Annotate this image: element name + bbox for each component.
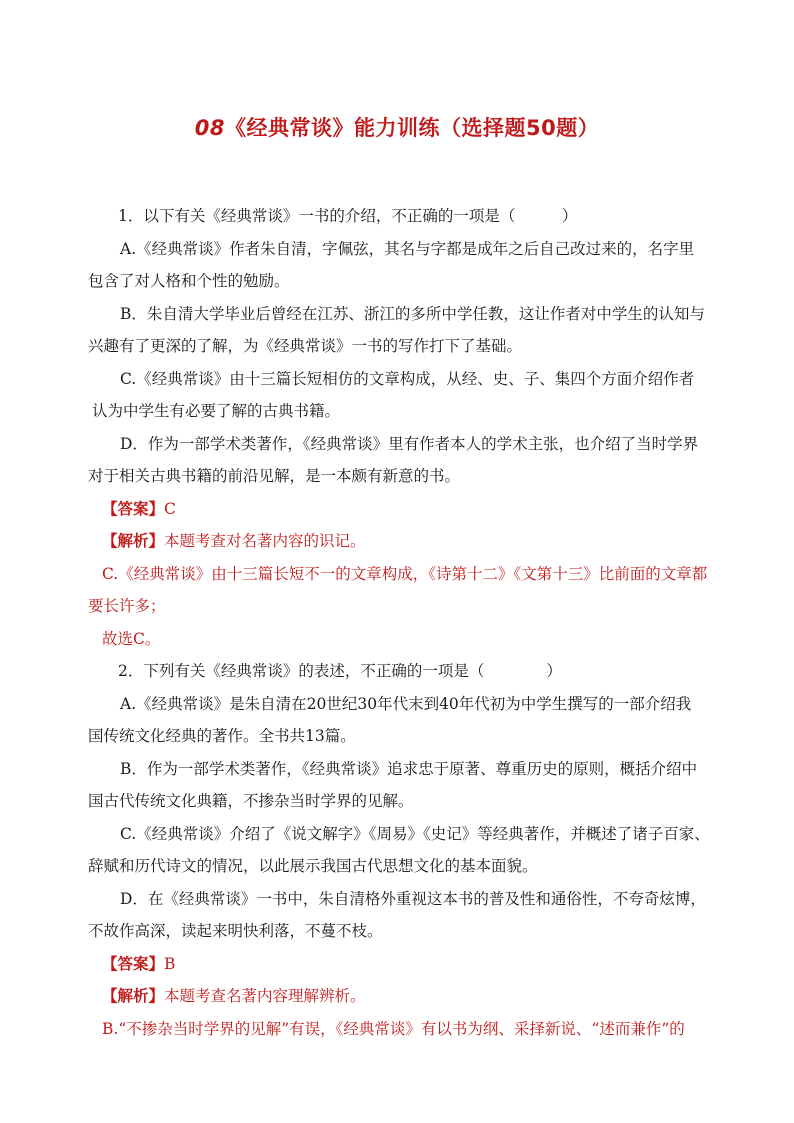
question-1-explanation-line2: 要长许多； <box>88 597 166 615</box>
analysis-text: 本题考查名著内容理解辨析。 <box>164 987 366 1005</box>
question-2-analysis <box>88 980 728 1013</box>
question-2-option-b-line1: B．作为一部学术类著作，《经典常谈》追求忠于原著、尊重历史的原则，概括介绍中 <box>120 759 698 778</box>
question-2-option-d-line1: D．在《经典常谈》一书中，朱自清格外重视这本书的普及性和通俗性，不夸奇炫博， <box>120 889 706 908</box>
question-1-explanation-line1: C.《经典常谈》由十三篇长短不一的文章构成，《诗第十二》《文第十三》比前面的文章都 <box>102 564 708 583</box>
question-2-option-a-line2: 国传统文化经典的著作。全书共13篇。 <box>88 727 356 745</box>
question-1-conclusion: 故选C。 <box>102 629 161 648</box>
question-1 <box>88 200 728 655</box>
question-1-option-c-line1: C.《经典常谈》由十三篇长短相仿的文章构成，从经、史、子、集四个方面介绍作者 <box>120 369 695 388</box>
analysis-tag: 【解析】 <box>102 987 165 1005</box>
question-1-option-c-line2: 认为中学生有必要了解的古典书籍。 <box>92 402 341 420</box>
question-1-answer <box>88 493 728 526</box>
question-1-option-d-line2: 对于相关古典书籍的前沿见解，是一本颇有新意的书。 <box>88 467 461 485</box>
question-1-option-b-line1: B．朱自清大学毕业后曾经在江苏、浙江的多所中学任教，这让作者对中学生的认知与 <box>120 304 705 323</box>
document-body <box>88 200 728 1045</box>
page-title <box>0 112 794 142</box>
title-text: 《经典常谈》能力训练（选择题50题） <box>225 116 600 140</box>
question-2-stem: 2．下列有关《经典常谈》的表述，不正确的一项是（ ） <box>118 662 562 680</box>
answer-value: B <box>164 954 176 973</box>
question-2-option-c-line1: C.《经典常谈》介绍了《说文解字》《周易》《史记》等经典著作，并概述了诸子百家、 <box>120 824 710 843</box>
answer-tag: 【答案】 <box>102 499 165 518</box>
answer-tag: 【答案】 <box>102 954 165 973</box>
question-2-explanation-line1: B.“不掺杂当时学界的见解”有误，《经典常谈》有以书为纲、采择新说、“述而兼作”的 <box>102 1019 685 1038</box>
answer-value: C <box>164 499 176 518</box>
question-1-option-d-line1: D．作为一部学术类著作，《经典常谈》里有作者本人的学术主张，也介绍了当时学界 <box>120 434 699 453</box>
analysis-tag: 【解析】 <box>102 532 165 550</box>
question-2-option-c-line2: 辞赋和历代诗文的情况，以此展示我国古代思想文化的基本面貌。 <box>88 857 538 875</box>
question-1-option-a-line1: A.《经典常谈》作者朱自清，字佩弦，其名与字都是成年之后自己改过来的，名字里 <box>120 239 695 258</box>
question-1-stem: 1．以下有关《经典常谈》一书的介绍，不正确的一项是（ ） <box>118 207 578 225</box>
question-1-option-b-line2: 兴趣有了更深的了解，为《经典常谈》一书的写作打下了基础。 <box>88 337 523 355</box>
analysis-text: 本题考查对名著内容的识记。 <box>164 532 366 550</box>
question-2-answer <box>88 948 728 981</box>
question-2 <box>88 655 728 1045</box>
question-2-option-d-line2: 不故作高深，读起来明快利落，不蔓不枝。 <box>88 922 383 940</box>
question-1-option-a-line2: 包含了对人格和个性的勉励。 <box>88 272 290 290</box>
question-2-option-b-line2: 国古代传统文化典籍，不掺杂当时学界的见解。 <box>88 792 414 810</box>
question-1-analysis <box>88 525 728 558</box>
question-2-option-a-line1: A.《经典常谈》是朱自清在20世纪30年代末到40年代初为中学生撰写的一部介绍我 <box>120 694 692 713</box>
title-number: 08 <box>194 116 225 140</box>
